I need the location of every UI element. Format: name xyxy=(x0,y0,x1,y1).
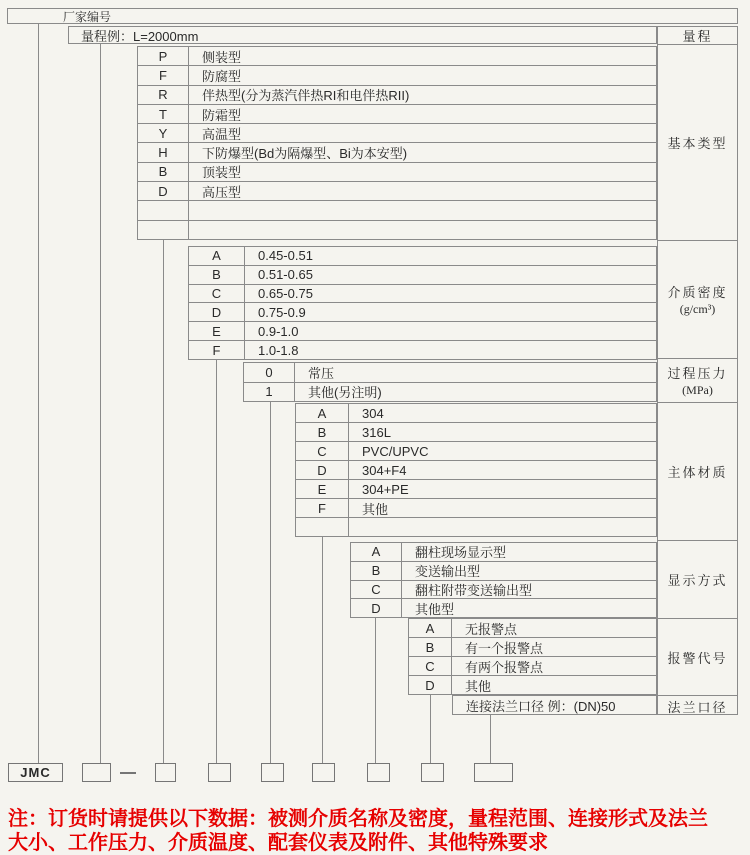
table-row xyxy=(189,322,656,341)
code-cell: C xyxy=(296,442,349,460)
connector-line-medium-density xyxy=(216,360,217,763)
code-cell: A xyxy=(351,543,402,561)
code-box-flange-size xyxy=(474,763,513,782)
description-cell: 0.65-0.75 xyxy=(258,286,313,302)
table-row xyxy=(409,619,656,638)
category-column xyxy=(657,26,738,715)
dash-separator xyxy=(120,772,136,774)
code-cell: A xyxy=(409,619,452,637)
description-cell: 其他(另注明) xyxy=(308,385,382,401)
description-cell: 其他 xyxy=(465,678,492,694)
code-box-process-pressure xyxy=(261,763,284,782)
description-cell: 防霜型 xyxy=(202,107,242,123)
basic-type-table xyxy=(137,46,657,240)
description-cell: 变送输出型 xyxy=(415,564,481,580)
code-box-display-mode xyxy=(367,763,390,782)
table-row xyxy=(138,143,656,162)
table-row xyxy=(189,341,656,359)
category-medium-density xyxy=(658,241,737,359)
description-cell xyxy=(189,221,656,239)
description-cell: 0.51-0.65 xyxy=(258,267,313,283)
category-process-pressure-label: 过程压力 xyxy=(667,366,728,381)
ordering-note-line1: 注：订货时请提供以下数据：被测介质名称及密度，量程范围、连接形式及法兰 xyxy=(8,808,708,830)
connector-line-manufacturer xyxy=(38,24,39,763)
category-range: 量程 xyxy=(658,27,737,45)
code-cell: 1 xyxy=(244,383,295,402)
description-cell: 翻柱现场显示型 xyxy=(415,545,507,561)
description-cell: 伴热型(分为蒸汽伴热RI和电伴热RII) xyxy=(202,88,410,104)
category-display-mode: 显示方式 xyxy=(658,541,737,619)
table-row xyxy=(138,182,656,201)
code-cell: D xyxy=(296,461,349,479)
flange-size-table xyxy=(452,695,657,715)
process-pressure-table xyxy=(243,362,657,402)
description-cell: 其他 xyxy=(362,501,389,517)
table-row xyxy=(138,47,656,66)
body-material-table xyxy=(295,403,657,537)
code-cell: D xyxy=(138,182,189,200)
range-example-box xyxy=(68,26,657,44)
connector-line-range xyxy=(100,44,101,763)
description-cell: 无报警点 xyxy=(465,621,518,637)
table-row xyxy=(296,423,656,442)
display-mode-table xyxy=(350,542,657,618)
table-row xyxy=(296,499,656,518)
category-process-pressure xyxy=(658,359,737,403)
category-body-material: 主体材质 xyxy=(658,403,737,541)
table-row xyxy=(296,404,656,423)
table-row xyxy=(244,383,656,402)
code-cell: E xyxy=(189,322,245,340)
description-cell: 有两个报警点 xyxy=(465,659,544,675)
table-row xyxy=(351,562,656,581)
description-cell: 304+F4 xyxy=(362,462,407,478)
code-cell: B xyxy=(296,423,349,441)
ordering-note-line2: 大小、工作压力、介质温度、配套仪表及附件、其他特殊要求 xyxy=(8,832,548,854)
code-cell: A xyxy=(189,247,245,265)
code-box-alarm-code xyxy=(421,763,444,782)
table-row xyxy=(138,124,656,143)
table-row xyxy=(296,442,656,461)
description-cell: 316L xyxy=(362,424,391,440)
table-row xyxy=(351,543,656,562)
code-cell: F xyxy=(296,499,349,517)
table-row xyxy=(351,599,656,617)
code-cell: E xyxy=(296,480,349,498)
code-cell: B xyxy=(138,163,189,181)
table-row xyxy=(409,638,656,657)
description-cell: 其他型 xyxy=(415,601,455,617)
table-row xyxy=(138,105,656,124)
category-basic-type: 基本类型 xyxy=(658,45,737,241)
code-cell: C xyxy=(189,285,245,303)
description-cell: 1.0-1.8 xyxy=(258,342,299,358)
connector-line-display-mode xyxy=(375,618,376,763)
description-cell: PVC/UPVC xyxy=(362,443,429,459)
description-cell: 翻柱附带变送输出型 xyxy=(415,582,533,598)
description-cell: 高压型 xyxy=(202,184,242,200)
model-prefix-box xyxy=(8,763,63,782)
code-cell: H xyxy=(138,143,189,161)
code-cell: F xyxy=(138,66,189,84)
category-alarm-code: 报警代号 xyxy=(658,619,737,696)
description-cell: 0.9-1.0 xyxy=(258,323,299,339)
code-box-range xyxy=(82,763,111,782)
table-row xyxy=(244,363,656,383)
code-box-body-material xyxy=(312,763,335,782)
table-row xyxy=(138,86,656,105)
manufacturer-number-label: 厂家编号 xyxy=(63,9,112,24)
description-cell: 常压 xyxy=(308,365,335,381)
category-process-pressure-unit: (MPa) xyxy=(682,383,713,397)
connector-line-process-pressure xyxy=(270,402,271,763)
connector-line-alarm-code xyxy=(430,695,431,763)
table-row xyxy=(296,480,656,499)
code-box-medium-density xyxy=(208,763,231,782)
table-row xyxy=(296,518,656,536)
description-cell: 下防爆型(Bd为隔爆型、Bi为本安型) xyxy=(202,146,408,162)
code-cell: D xyxy=(189,303,245,321)
manufacturer-number-box xyxy=(7,8,738,24)
table-row xyxy=(189,247,656,266)
range-example-label: 量程例：L=2000mm xyxy=(81,28,199,44)
category-medium-density-label: 介质密度 xyxy=(667,285,728,300)
code-cell: A xyxy=(296,404,349,422)
description-cell: 高温型 xyxy=(202,126,242,142)
description-cell: 304 xyxy=(362,405,384,421)
code-cell: B xyxy=(409,638,452,656)
connector-line-flange-size xyxy=(490,715,491,763)
code-cell: B xyxy=(189,266,245,284)
model-prefix-label: JMC xyxy=(20,765,51,780)
connector-line-body-material xyxy=(322,537,323,763)
code-cell: Y xyxy=(138,124,189,142)
alarm-code-table xyxy=(408,618,657,695)
table-row xyxy=(189,266,656,285)
code-cell: P xyxy=(138,47,189,65)
category-medium-density-unit: (g/cm³) xyxy=(679,302,716,316)
description-cell xyxy=(189,201,656,219)
table-row xyxy=(351,581,656,600)
description-cell: 侧装型 xyxy=(202,49,242,65)
table-row xyxy=(453,696,656,714)
code-cell: D xyxy=(351,599,402,617)
description-cell: 有一个报警点 xyxy=(465,640,544,656)
code-cell: C xyxy=(351,581,402,599)
description-cell: 顶装型 xyxy=(202,165,242,181)
table-row xyxy=(138,221,656,239)
table-row xyxy=(296,461,656,480)
code-cell xyxy=(138,221,189,239)
table-row xyxy=(138,163,656,182)
description-cell: 0.45-0.51 xyxy=(258,248,313,264)
table-row xyxy=(409,676,656,694)
medium-density-table xyxy=(188,246,657,360)
table-row xyxy=(189,303,656,322)
code-cell: C xyxy=(409,657,452,675)
code-cell: F xyxy=(189,341,245,359)
code-cell: B xyxy=(351,562,402,580)
description-cell: 连接法兰口径 例：(DN)50 xyxy=(466,698,616,714)
table-row xyxy=(138,201,656,220)
connector-line-basic-type xyxy=(163,240,164,763)
code-box-basic-type xyxy=(155,763,176,782)
description-cell: 0.75-0.9 xyxy=(258,304,306,320)
description-cell: 防腐型 xyxy=(202,68,242,84)
code-cell: D xyxy=(409,676,452,694)
description-cell xyxy=(349,518,656,536)
code-cell xyxy=(138,201,189,219)
ordering-note xyxy=(8,807,748,855)
code-cell: R xyxy=(138,86,189,104)
code-cell: 0 xyxy=(244,363,295,382)
description-cell: 304+PE xyxy=(362,481,409,497)
table-row xyxy=(138,66,656,85)
category-flange-size: 法兰口径 xyxy=(667,699,728,715)
code-cell: T xyxy=(138,105,189,123)
table-row xyxy=(409,657,656,676)
table-row xyxy=(189,285,656,304)
code-cell xyxy=(296,518,349,536)
